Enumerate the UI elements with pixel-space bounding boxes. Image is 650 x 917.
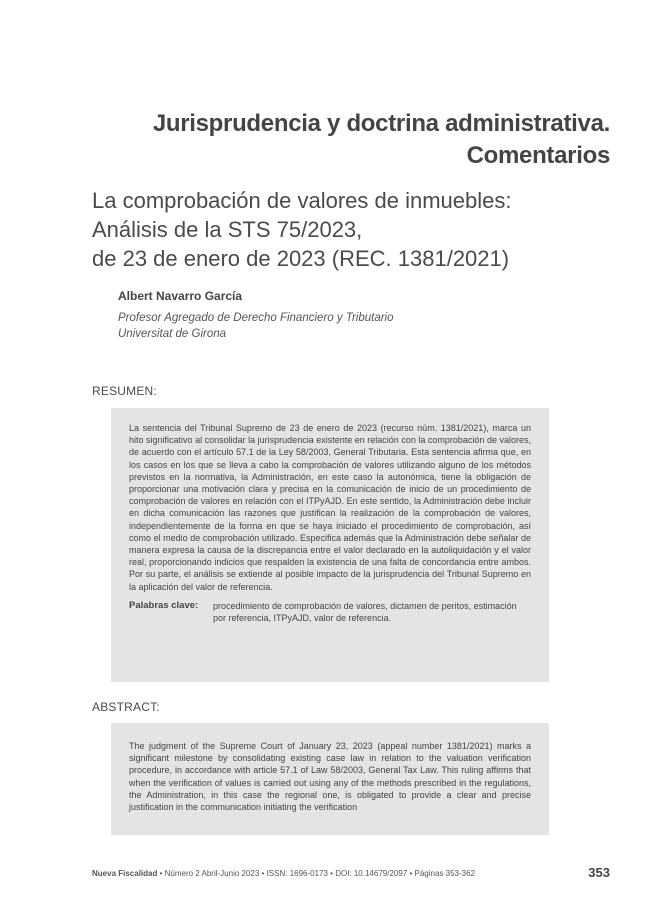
title-line-2: Análisis de la STS 75/2023, — [92, 217, 363, 242]
title-line-3: de 23 de enero de 2023 (REC. 1381/2021) — [92, 246, 510, 271]
author-name: Albert Navarro García — [118, 289, 243, 303]
resumen-label: RESUMEN: — [92, 384, 157, 398]
abstract-text: The judgment of the Supreme Court of January 23, 2023 (appeal number 1381/2021) marks a significant milestone by consolidating existing case law in relation to the valuation verification procedure, in accordance with article 57.1 of Law 58/2003, General Tax Law. This ruling affirms that when the verification of values is carried out using any of the methods prescribed in the regulations, the Administration, in this case the regional one, is obligated to provide a clear and precise justification in the communication initiating the verification — [129, 741, 531, 813]
section-heading — [50, 108, 610, 172]
page-number: 353 — [588, 865, 610, 880]
keywords-text: procedimiento de comprobación de valores, dictamen de peritos, estimación por referencia, ITPyAJD, valor de referencia. — [213, 600, 517, 624]
journal-name: Nueva Fiscalidad — [92, 869, 158, 878]
section-heading-line-1: Jurisprudencia y doctrina administrativa. — [152, 110, 610, 137]
title-line-1: La comprobación de valores de inmuebles: — [92, 188, 512, 213]
article-title — [92, 186, 612, 273]
abstract-label: ABSTRACT: — [92, 700, 160, 714]
author-position: Profesor Agregado de Derecho Financiero y Tributario — [118, 312, 394, 324]
resumen-box — [111, 408, 549, 682]
page-footer — [92, 869, 475, 878]
resumen-text: La sentencia del Tribunal Supremo de 23 de enero de 2023 (recurso núm. 1381/2021), marca un hito significativo al consolidar la jurisprudencia existente en relación con la comprobación de valores, de acuerdo con el artículo 57.1 de la Ley 58/2003, General Tributaria. Esta sentencia afirma que, en los casos en los que se lleva a cabo la comprobación de valores utilizando alguno de los métodos previstos en la normativa, la Administración, en este caso la autonómica, tiene la obligación de proporcionar una motivación clara y precisa en la comunicación de inicio de un procedimiento de comprobación de valores en relación con el ITPyAJD. En este sentido, la Administración debe incluir en dicha comunicación las razones que justifican la realización de la comprobación de valores, independientemente de la forma en que se haya iniciado el procedimiento de comprobación, así como el medio de comprobación utilizado. Especifica además que la Administración debe señalar de manera expresa la causa de la discrepancia entre el valor declarado en la autoliquidación y el valor real, proporcionando indicios que respalden la existencia de una falta de concordancia entre ambos. Por su parte, el análisis se extiende al posible impacto de la jurisprudencia del Tribunal Supremo en la aplicación del valor de referencia. — [129, 423, 531, 592]
author-affiliation — [118, 310, 394, 342]
footer-details: • Número 2 Abril-Junio 2023 • ISSN: 1696-0173 • DOI: 10.14679/2097 • Páginas 353-362 — [157, 869, 475, 878]
abstract-box — [111, 723, 549, 835]
keywords — [129, 600, 531, 624]
author-university: Universitat de Girona — [118, 328, 227, 340]
section-heading-line-2: Comentarios — [466, 142, 610, 169]
keywords-label: Palabras clave: — [129, 599, 199, 611]
